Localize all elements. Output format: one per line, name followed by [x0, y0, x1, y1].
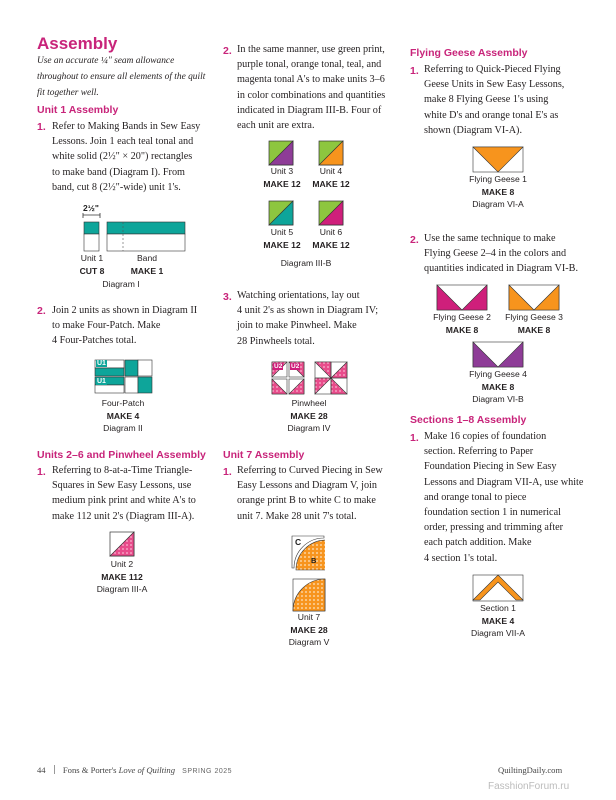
step-number: 3. [223, 291, 232, 303]
band-teal-strip [107, 222, 185, 234]
unit-tag: U2 [274, 363, 283, 370]
diagram-ii-caption: Four-Patch MAKE 4 Diagram II [101, 398, 145, 433]
patch-b-label: B [311, 556, 317, 565]
unit6-graphic [318, 200, 344, 226]
unit7-block-graphic [292, 578, 326, 612]
sections-heading: Sections 1–8 Assembly [410, 414, 527, 426]
unit-tag: U2 [291, 363, 300, 370]
unit1-step1-text: Refer to Making Bands in Sew Easy Lessons. Join 1 each teal tonal and white solid (2½" × 20") rectangles to make band (Diagram I). From band, cut 8 (2½"-wide) unit 1's. [52, 121, 201, 193]
diagram-viia-caption: Section 1 MAKE 4 Diagram VII-A [471, 603, 525, 638]
page-number: 44 [37, 765, 46, 775]
unit-tag: U1 [97, 378, 106, 385]
middle-step3-text: Watching orientations, lay out 4 unit 2's as shown in Diagram IV; join to make Pinwheel. Make 28 Pinwheels total. [237, 290, 379, 347]
dimension-label: 2½" [83, 203, 99, 213]
step-number: 1. [223, 466, 232, 478]
watermark: FasshionForum.ru [488, 781, 570, 792]
intro-text: Use an accurate ¼" seam allowance throughout to ensure all elements of the quilt fit together well. [37, 56, 206, 98]
diagram-i-graphic [80, 212, 190, 254]
diagram-iiia-caption: Unit 2 MAKE 112 Diagram III-A [96, 559, 148, 594]
step-number: 1. [37, 466, 46, 478]
step-number: 1. [410, 432, 419, 444]
left-step2-text: Join 2 units as shown in Diagram II to make Four-Patch. Make 4 Four-Patches total. [52, 305, 198, 347]
flying-step2-text: Use the same technique to make Flying Geese 2–4 in the colors and quantities indicated in Diagram VI-B. [424, 233, 579, 275]
page-title: Assembly [37, 34, 118, 53]
sections-step1-text: Make 16 copies of foundation section. Referring to Paper Foundation Piecing in Sew Easy Lessons and Diagram VII-A, use white and orange tonal to piece foundation section 1 in numerical order, pressing and trimming after each patch addition. Make 4 section 1's total. [424, 431, 584, 564]
section-1-graphic [472, 574, 524, 602]
unit7-heading: Unit 7 Assembly [223, 449, 305, 461]
issue-season: SPRING 2025 [182, 768, 233, 775]
step-number: 1. [410, 65, 419, 77]
publication: Fons & Porter's [62, 765, 117, 775]
step-number: 2. [410, 234, 419, 246]
flying-geese-4-graphic [472, 341, 524, 368]
flying-step1-text: Referring to Quick-Pieced Flying Geese Units in Sew Easy Lessons, make 8 Flying Geese 1's using white D's and orange tonal E's as shown (Diagram VI-A). [424, 64, 565, 136]
unit1-white-patch [84, 234, 99, 251]
flying-geese-3-caption: Flying Geese 3 MAKE 8 [505, 312, 563, 335]
pinwheel-block-graphic [314, 361, 350, 397]
footer-left [37, 765, 232, 775]
middle-step2-text: In the same manner, use green print, purple tonal, orange tonal, teal, and magenta tonal A's to make units 3–6 in color combinations and quantities indicated in Diagram III-B. Four of each unit are extra. [237, 44, 386, 132]
unit5-caption: Unit 5 MAKE 12 [263, 227, 301, 250]
flying-geese-heading: Flying Geese Assembly [410, 47, 528, 59]
unit3-graphic [268, 140, 294, 166]
flying-geese-2-graphic [436, 284, 488, 311]
flying-geese-3-graphic [508, 284, 560, 311]
diagram-iv-caption: Pinwheel MAKE 28 Diagram IV [287, 398, 331, 433]
footer-site[interactable]: QuiltingDaily.com [498, 765, 563, 775]
unit4-graphic [318, 140, 344, 166]
diagram-i-caption: Diagram I [102, 279, 140, 289]
unit5-graphic [268, 200, 294, 226]
band-white-strip [107, 234, 185, 251]
unit-tag: U1 [97, 360, 106, 367]
publication-title: Love of Quilting [118, 765, 175, 775]
diagram-vib-caption: Flying Geese 4 MAKE 8 Diagram VI-B [469, 369, 527, 404]
unit6-caption: Unit 6 MAKE 12 [312, 227, 350, 250]
step-number: 1. [37, 121, 46, 133]
step-number: 2. [223, 45, 232, 57]
unit4-caption: Unit 4 MAKE 12 [312, 166, 350, 189]
unit3-caption: Unit 3 MAKE 12 [263, 166, 301, 189]
step-number: 2. [37, 305, 46, 317]
band-caption: Band MAKE 1 [130, 253, 164, 276]
unit7-step1-text: Referring to Curved Piecing in Sew Easy Lessons and Diagram V, join orange print B to white C to make unit 7. Make 28 unit 7's total. [237, 465, 383, 522]
units26-heading: Units 2–6 and Pinwheel Assembly [37, 449, 206, 461]
patch-c-label: C [295, 537, 302, 547]
unit2-graphic [109, 531, 135, 557]
diagram-v-caption: Unit 7 MAKE 28 Diagram V [288, 612, 330, 647]
diagram-via-caption: Flying Geese 1 MAKE 8 Diagram VI-A [469, 174, 527, 209]
flying-geese-2-caption: Flying Geese 2 MAKE 8 [433, 312, 491, 335]
diagram-iiib-caption: Diagram III-B [280, 258, 332, 268]
unit1-caption: Unit 1 CUT 8 [79, 253, 105, 276]
units26-step1-text: Referring to 8-at-a-Time Triangle- Squares in Sew Easy Lessons, use medium pink print and white A's to make 112 unit 2's (Diagram III-A). [52, 465, 196, 522]
flying-geese-1-graphic [472, 146, 524, 173]
unit1-teal-patch [84, 222, 99, 234]
unit1-heading: Unit 1 Assembly [37, 104, 119, 116]
